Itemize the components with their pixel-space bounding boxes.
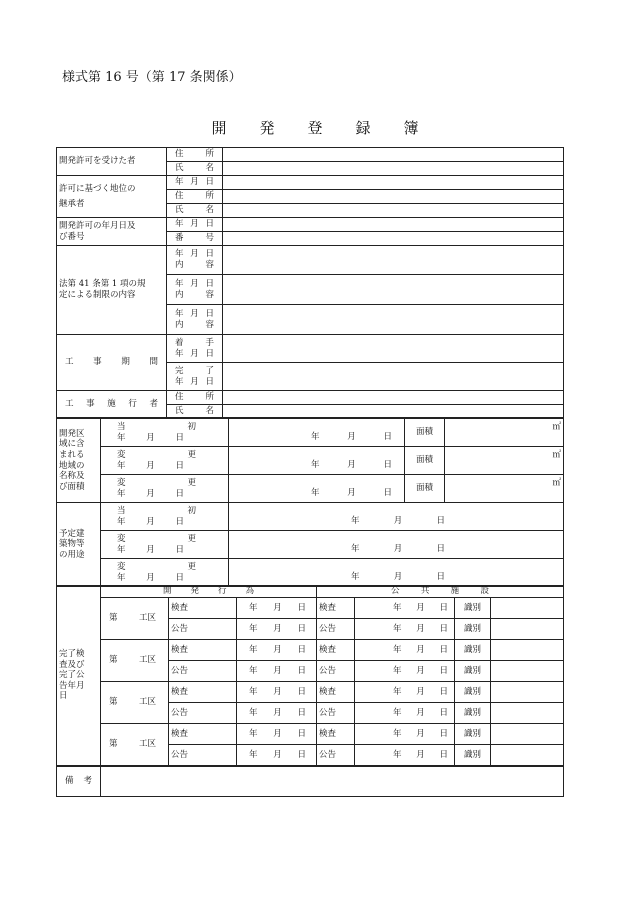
successor-label: 許可に基づく地位の 継承者 — [57, 176, 167, 218]
value-cell[interactable] — [223, 405, 564, 418]
period-label: 工 事 期 間 — [57, 335, 167, 391]
registry-table-completion: 完了検 査及び 完了公 告年月 日 開 発 行 為 公 共 施 設 第 工区 検査 年 月 日 検査 年 月 日 識別 公告 年 月 日 公告 年 月 日 識別 第 工区 検査 年 月 日 検査 年 月 日 識別 公告 年 月 日 公告 年 月 日 識別 第 工区 検査 年 月 日 検査 年 月 日 識別 公告 年 月 日 公告 年 月 日 識別 第 工区 検査 年 月 日 検査 年 月 日 識別 公告 年 月 日 公告 年 月 日 識別 — [56, 585, 564, 766]
permit-date-label: 開発許可の年月日及 び番号 — [57, 218, 167, 246]
area-value[interactable]: ㎡ — [445, 475, 564, 503]
ident-value[interactable] — [491, 724, 564, 745]
section-cell: 第 工区 — [101, 640, 169, 682]
remarks-value[interactable] — [101, 767, 564, 797]
completion-label: 完了検 査及び 完了公 告年月 日 — [57, 586, 101, 766]
building-label: 予定建 築物等 の用途 — [57, 503, 101, 587]
value-cell[interactable] — [223, 305, 564, 335]
area-value[interactable]: ㎡ — [445, 447, 564, 475]
value-cell[interactable] — [223, 218, 564, 232]
page-title: 開 発 登 録 簿 — [211, 119, 419, 137]
dev-header: 開 発 行 為 — [101, 586, 317, 598]
ident-value[interactable] — [491, 661, 564, 682]
value-cell[interactable] — [223, 148, 564, 162]
value-cell[interactable] — [223, 363, 564, 391]
registry-table-remarks — [56, 766, 564, 797]
value-cell[interactable] — [223, 275, 564, 305]
ident-value[interactable] — [491, 640, 564, 661]
form-number: 様式第 16 号（第 17 条関係） — [62, 70, 242, 85]
area-value[interactable]: ㎡ — [445, 419, 564, 447]
value-cell[interactable] — [223, 246, 564, 275]
value-cell[interactable] — [223, 335, 564, 363]
contractor-label: 工 事 施 行 者 — [57, 391, 167, 418]
area-label: 開発区 域に含 まれる 地域の 名称及 び面積 — [57, 419, 101, 503]
pub-header: 公 共 施 設 — [317, 586, 564, 598]
value-cell[interactable] — [223, 190, 564, 204]
section-cell: 第 工区 — [101, 724, 169, 766]
value-cell[interactable] — [223, 204, 564, 218]
registry-table-permit: 開発許可を受けた者 住 所 氏 名 許可に基づく地位の 継承者 年 月 日 住 所 氏 名 開発許可の年月日及 び番号 年 月 日 番 号 法第 41 条第 1 項の規 定による制限の内容 年 月 日 内 容 年 月 日 内 容 年 月 日 内 容 工 事 期 間 着 手 年 月 日 完 了 年 月 日 工 事 施 行 者 住 所 氏 名 — [56, 147, 564, 418]
ident-value[interactable] — [491, 598, 564, 619]
restriction-label: 法第 41 条第 1 項の規 定による制限の内容 — [57, 246, 167, 335]
value-cell[interactable] — [223, 176, 564, 190]
section-cell: 第 工区 — [101, 598, 169, 640]
remarks-label: 備 考 — [57, 767, 101, 797]
section-cell: 第 工区 — [101, 682, 169, 724]
ident-value[interactable] — [491, 745, 564, 766]
ident-value[interactable] — [491, 703, 564, 724]
ident-value[interactable] — [491, 619, 564, 640]
permit-holder-label: 開発許可を受けた者 — [57, 148, 167, 176]
registry-table-area: 開発区 域に含 まれる 地域の 名称及 び面積 当 初 年 月 日 年 月 日 面積 ㎡ 変 更 年 月 日 年 月 日 面積 ㎡ 変 更 年 月 日 年 月 日 面積 ㎡ 予定建 築物等 の用途 当 初 年 月 日 年 月 日 変 更 年 月 日 年 月 日 変 更 年 月 日 年 月 日 — [56, 418, 564, 587]
value-cell[interactable] — [223, 391, 564, 405]
value-cell[interactable] — [223, 162, 564, 176]
value-cell[interactable] — [223, 232, 564, 246]
ident-value[interactable] — [491, 682, 564, 703]
